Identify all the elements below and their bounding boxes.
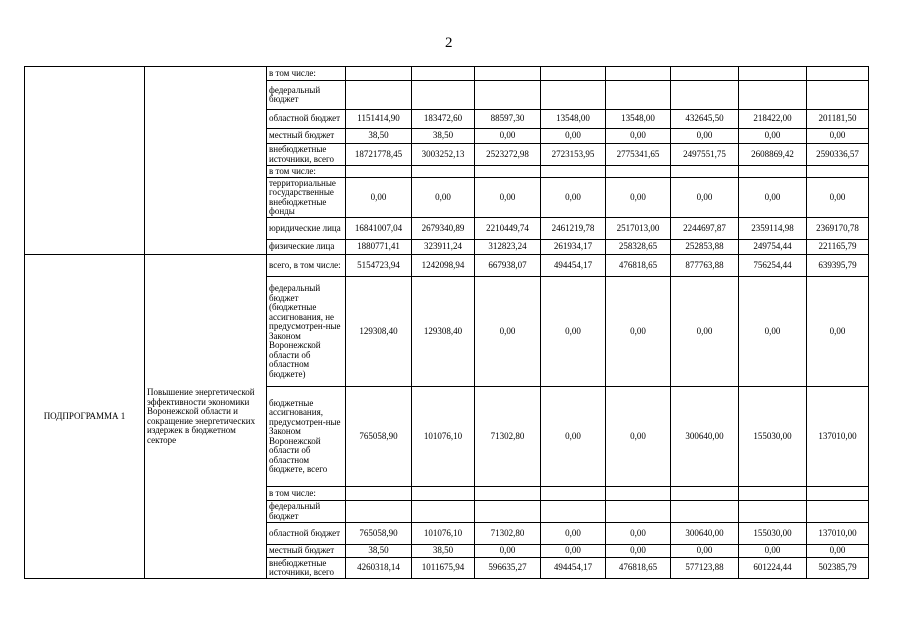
- subprogram-description: Повышение энергетической эффективности экономики Воронежской области и сокращение энергетических издержек в бюджетном секторе: [145, 255, 267, 579]
- value-cell: 0,00: [412, 178, 475, 218]
- value-cell: [541, 501, 606, 523]
- funding-source-cell: физические лица: [267, 240, 346, 255]
- funding-source-cell: внебюджетные источники, всего: [267, 144, 346, 166]
- value-cell: 13548,00: [606, 110, 671, 129]
- value-cell: [671, 67, 739, 81]
- value-cell-total: [346, 166, 412, 178]
- value-cell: 2590336,57: [807, 144, 869, 166]
- value-cell-total: 1880771,41: [346, 240, 412, 255]
- value-cell: [739, 166, 807, 178]
- value-cell: 1242098,94: [412, 255, 475, 277]
- table-row: [25, 67, 869, 81]
- value-cell: 13548,00: [541, 110, 606, 129]
- value-cell: 0,00: [739, 129, 807, 144]
- value-cell: 252853,88: [671, 240, 739, 255]
- value-cell: 0,00: [671, 545, 739, 558]
- value-cell: 101076,10: [412, 387, 475, 487]
- budget-table-body: [25, 67, 869, 579]
- funding-source-cell: внебюджетные источники, всего: [267, 558, 346, 579]
- value-cell: 596635,27: [475, 558, 541, 579]
- value-cell: 0,00: [541, 545, 606, 558]
- value-cell: 0,00: [541, 178, 606, 218]
- value-cell: 258328,65: [606, 240, 671, 255]
- value-cell: 323911,24: [412, 240, 475, 255]
- value-cell: [739, 501, 807, 523]
- value-cell: [807, 67, 869, 81]
- value-cell: 432645,50: [671, 110, 739, 129]
- value-cell: 300640,00: [671, 387, 739, 487]
- funding-source-cell: юридические лица: [267, 218, 346, 240]
- value-cell: 0,00: [541, 387, 606, 487]
- value-cell: 2359114,98: [739, 218, 807, 240]
- value-cell: 0,00: [475, 545, 541, 558]
- value-cell: 601224,44: [739, 558, 807, 579]
- value-cell: 312823,24: [475, 240, 541, 255]
- value-cell: 0,00: [541, 129, 606, 144]
- value-cell: 249754,44: [739, 240, 807, 255]
- funding-source-cell: федеральный бюджет: [267, 81, 346, 110]
- value-cell: [739, 487, 807, 501]
- value-cell: 2523272,98: [475, 144, 541, 166]
- value-cell: 0,00: [739, 277, 807, 387]
- value-cell-total: 4260318,14: [346, 558, 412, 579]
- value-cell: [807, 487, 869, 501]
- value-cell: [475, 487, 541, 501]
- value-cell: [606, 501, 671, 523]
- value-cell: [739, 81, 807, 110]
- value-cell: 71302,80: [475, 523, 541, 545]
- value-cell-total: [346, 81, 412, 110]
- value-cell: 0,00: [475, 277, 541, 387]
- value-cell: [807, 501, 869, 523]
- value-cell-total: 18721778,45: [346, 144, 412, 166]
- value-cell: 756254,44: [739, 255, 807, 277]
- value-cell: 0,00: [541, 277, 606, 387]
- value-cell: [475, 166, 541, 178]
- value-cell: 2517013,00: [606, 218, 671, 240]
- value-cell: 494454,17: [541, 558, 606, 579]
- value-cell: [475, 501, 541, 523]
- value-cell-total: [346, 501, 412, 523]
- funding-source-cell: территориальные государственные внебюджетные фонды: [267, 178, 346, 218]
- value-cell: 261934,17: [541, 240, 606, 255]
- value-cell: 476818,65: [606, 255, 671, 277]
- value-cell: [671, 81, 739, 110]
- value-cell: [412, 501, 475, 523]
- value-cell: 38,50: [412, 129, 475, 144]
- funding-source-cell: местный бюджет: [267, 545, 346, 558]
- value-cell: 0,00: [606, 545, 671, 558]
- value-cell: 667938,07: [475, 255, 541, 277]
- value-cell: 2723153,95: [541, 144, 606, 166]
- value-cell: 0,00: [606, 178, 671, 218]
- value-cell: 2497551,75: [671, 144, 739, 166]
- value-cell: 494454,17: [541, 255, 606, 277]
- value-cell: 2210449,74: [475, 218, 541, 240]
- value-cell: 201181,50: [807, 110, 869, 129]
- value-cell: 0,00: [807, 277, 869, 387]
- program-cell-empty: [25, 67, 145, 255]
- value-cell: [807, 81, 869, 110]
- funding-source-cell: в том числе:: [267, 67, 346, 81]
- value-cell: 2679340,89: [412, 218, 475, 240]
- value-cell: 502385,79: [807, 558, 869, 579]
- funding-source-cell: в том числе:: [267, 487, 346, 501]
- value-cell: 2775341,65: [606, 144, 671, 166]
- value-cell: [541, 166, 606, 178]
- value-cell: 155030,00: [739, 523, 807, 545]
- value-cell: 1011675,94: [412, 558, 475, 579]
- value-cell-total: 16841007,04: [346, 218, 412, 240]
- value-cell: 0,00: [807, 545, 869, 558]
- subprogram-label: ПОДПРОГРАММА 1: [25, 255, 145, 579]
- value-cell: 2608869,42: [739, 144, 807, 166]
- value-cell-total: 0,00: [346, 178, 412, 218]
- value-cell: [671, 501, 739, 523]
- funding-source-cell: федеральный бюджет: [267, 501, 346, 523]
- value-cell: 2244697,87: [671, 218, 739, 240]
- funding-source-cell: областной бюджет: [267, 110, 346, 129]
- value-cell: [412, 166, 475, 178]
- value-cell: [606, 67, 671, 81]
- desc-cell-empty: [145, 67, 267, 255]
- value-cell: 129308,40: [412, 277, 475, 387]
- value-cell: 3003252,13: [412, 144, 475, 166]
- value-cell: 0,00: [671, 178, 739, 218]
- value-cell: 0,00: [606, 277, 671, 387]
- value-cell-total: 129308,40: [346, 277, 412, 387]
- value-cell: [807, 166, 869, 178]
- funding-source-cell: местный бюджет: [267, 129, 346, 144]
- value-cell: [671, 487, 739, 501]
- value-cell-total: 765058,90: [346, 387, 412, 487]
- value-cell: 155030,00: [739, 387, 807, 487]
- value-cell: 0,00: [541, 523, 606, 545]
- table-row: [25, 255, 869, 277]
- funding-source-cell: областной бюджет: [267, 523, 346, 545]
- value-cell: 0,00: [807, 129, 869, 144]
- value-cell: 0,00: [671, 129, 739, 144]
- value-cell: 300640,00: [671, 523, 739, 545]
- value-cell-total: [346, 487, 412, 501]
- value-cell: 38,50: [412, 545, 475, 558]
- value-cell: [606, 81, 671, 110]
- page-number: 2: [445, 35, 453, 51]
- value-cell: [412, 67, 475, 81]
- value-cell: 577123,88: [671, 558, 739, 579]
- value-cell: 476818,65: [606, 558, 671, 579]
- value-cell: 137010,00: [807, 523, 869, 545]
- value-cell: [412, 487, 475, 501]
- value-cell: 0,00: [475, 129, 541, 144]
- value-cell: 0,00: [671, 277, 739, 387]
- funding-source-cell: федеральный бюджет (бюджетные ассигнования, не предусмотрен-ные Законом Воронежской области об областном бюджете): [267, 277, 346, 387]
- value-cell: [606, 166, 671, 178]
- value-cell: 0,00: [606, 523, 671, 545]
- value-cell: 183472,60: [412, 110, 475, 129]
- value-cell: 0,00: [739, 178, 807, 218]
- value-cell: 71302,80: [475, 387, 541, 487]
- value-cell-total: 765058,90: [346, 523, 412, 545]
- funding-source-cell: всего, в том числе:: [267, 255, 346, 277]
- value-cell: 877763,88: [671, 255, 739, 277]
- value-cell: 639395,79: [807, 255, 869, 277]
- value-cell-total: [346, 67, 412, 81]
- value-cell: [475, 81, 541, 110]
- value-cell: [541, 81, 606, 110]
- value-cell-total: 38,50: [346, 129, 412, 144]
- value-cell: [412, 81, 475, 110]
- value-cell: [541, 67, 606, 81]
- value-cell: 137010,00: [807, 387, 869, 487]
- value-cell: [671, 166, 739, 178]
- value-cell: 221165,79: [807, 240, 869, 255]
- value-cell: [475, 67, 541, 81]
- value-cell: 2369170,78: [807, 218, 869, 240]
- value-cell: 0,00: [807, 178, 869, 218]
- value-cell: 88597,30: [475, 110, 541, 129]
- value-cell: 101076,10: [412, 523, 475, 545]
- value-cell: 0,00: [606, 129, 671, 144]
- value-cell: [606, 487, 671, 501]
- value-cell-total: 38,50: [346, 545, 412, 558]
- value-cell-total: 1151414,90: [346, 110, 412, 129]
- funding-source-cell: в том числе:: [267, 166, 346, 178]
- value-cell: 0,00: [606, 387, 671, 487]
- value-cell: 0,00: [475, 178, 541, 218]
- value-cell: 0,00: [739, 545, 807, 558]
- value-cell: [541, 487, 606, 501]
- value-cell-total: 5154723,94: [346, 255, 412, 277]
- value-cell: 218422,00: [739, 110, 807, 129]
- value-cell: 2461219,78: [541, 218, 606, 240]
- value-cell: [739, 67, 807, 81]
- funding-source-cell: бюджетные ассигнования, предусмотрен-ные Законом Воронежской области об областном бюджете, всего: [267, 387, 346, 487]
- budget-table: [24, 66, 869, 579]
